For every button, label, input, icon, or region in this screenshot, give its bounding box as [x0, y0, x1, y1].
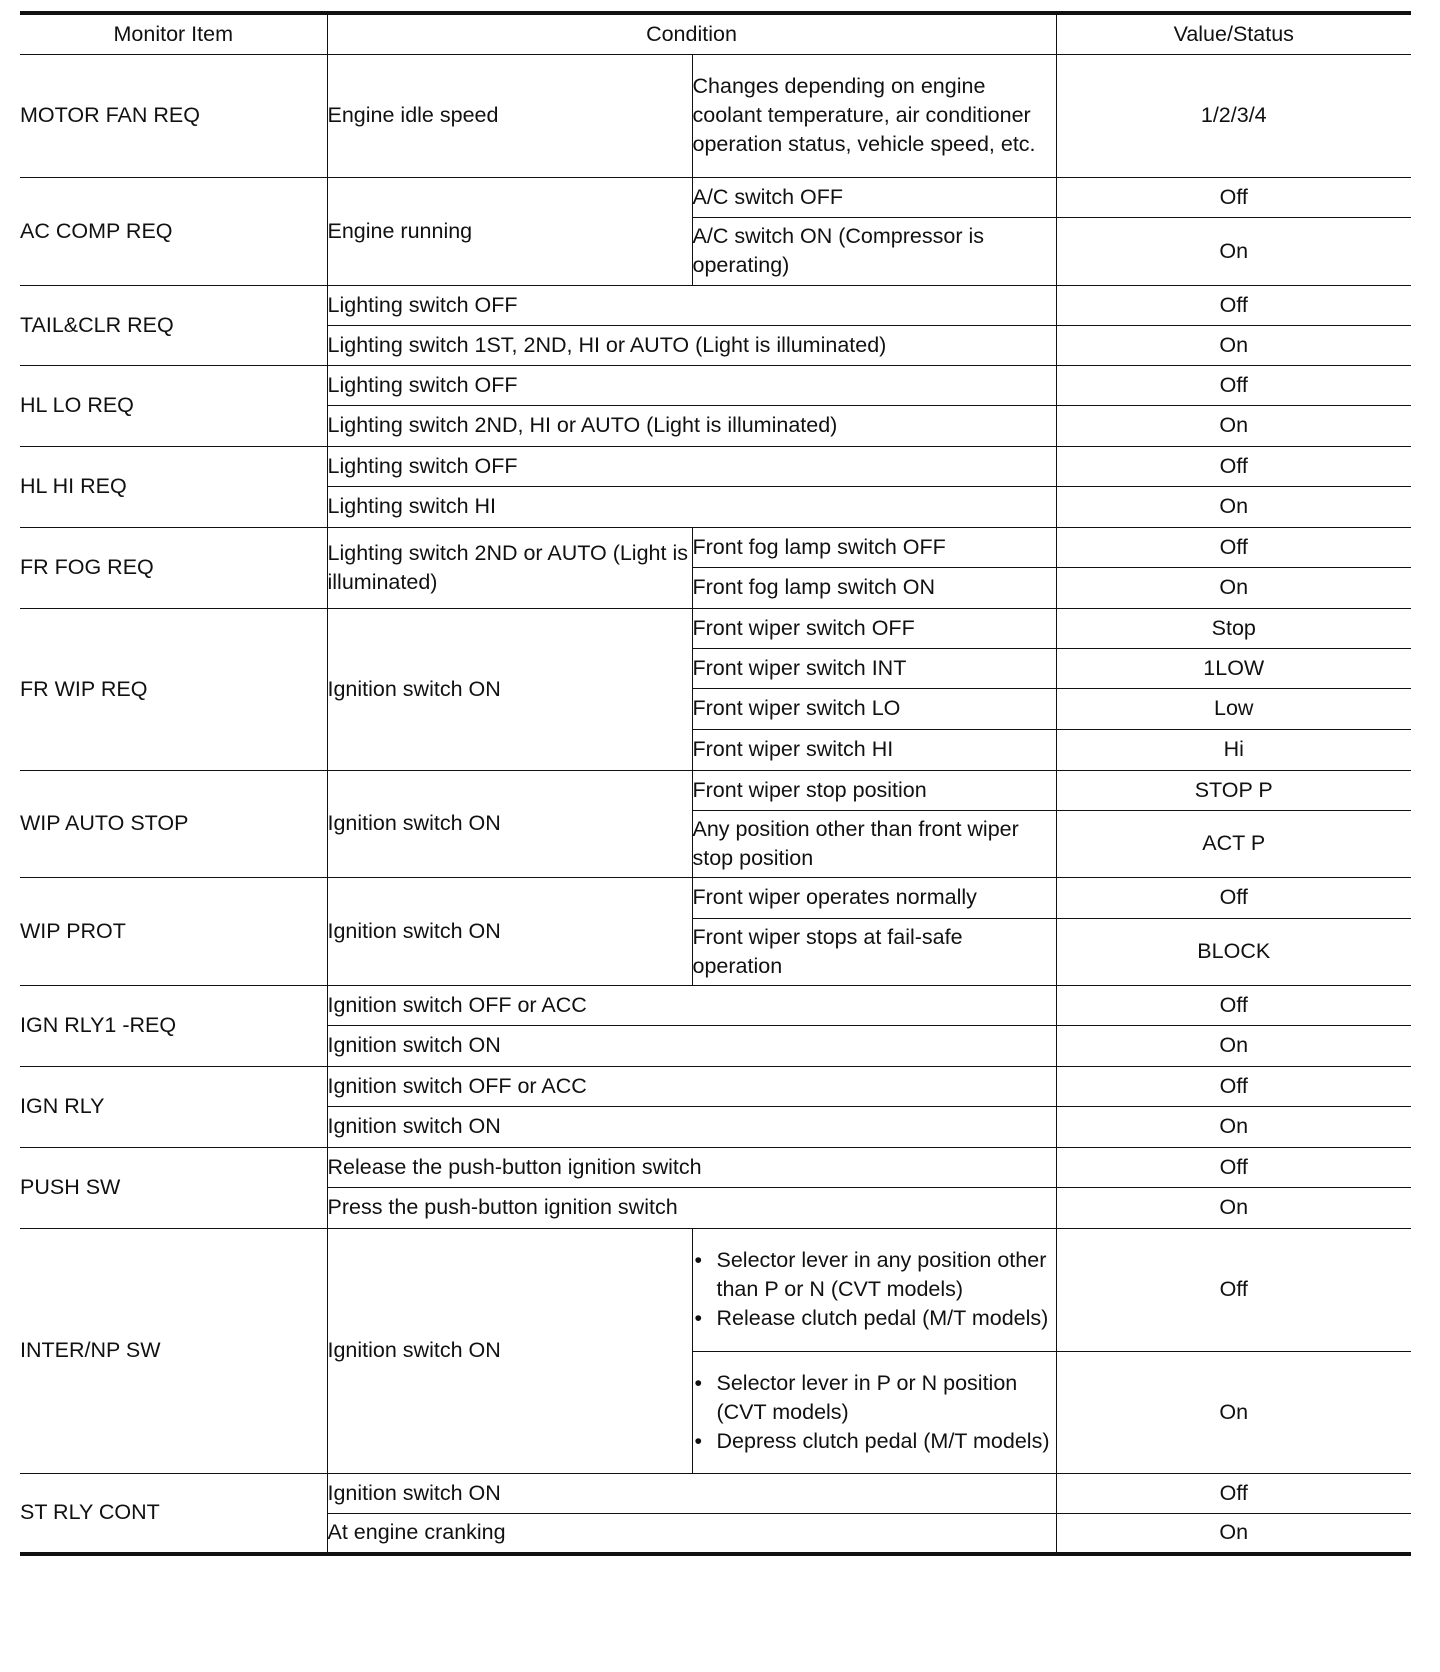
sub-condition-cell: A/C switch OFF — [692, 177, 1056, 217]
value-cell: Off — [1056, 1066, 1411, 1106]
value-cell: On — [1056, 325, 1411, 365]
sub-condition-cell — [692, 1228, 1056, 1351]
monitor-item-cell: TAIL&CLR REQ — [20, 285, 327, 365]
monitor-item-table — [20, 11, 1411, 1556]
value-cell: BLOCK — [1056, 918, 1411, 985]
sub-condition-cell: Front wiper switch INT — [692, 648, 1056, 688]
value-cell: Off — [1056, 177, 1411, 217]
table-row — [20, 1147, 1411, 1187]
value-cell: On — [1056, 217, 1411, 285]
value-cell: Off — [1056, 285, 1411, 325]
table-row — [20, 985, 1411, 1025]
condition-cell: Engine running — [327, 177, 692, 285]
sub-condition-cell: Changes depending on engine coolant temperature, air conditioner operation status, vehicle speed, etc. — [692, 54, 1056, 177]
table-row — [20, 877, 1411, 918]
table-row — [20, 1066, 1411, 1106]
value-cell: Stop — [1056, 608, 1411, 648]
table-row — [20, 285, 1411, 325]
sub-condition-cell: Front fog lamp switch ON — [692, 567, 1056, 608]
condition-cell: Lighting switch OFF — [327, 446, 1056, 486]
value-cell: On — [1056, 1187, 1411, 1228]
condition-cell: Lighting switch OFF — [327, 365, 1056, 405]
monitor-item-cell: IGN RLY1 -REQ — [20, 985, 327, 1066]
condition-cell: Lighting switch OFF — [327, 285, 1056, 325]
monitor-item-cell: IGN RLY — [20, 1066, 327, 1147]
table-row — [20, 54, 1411, 177]
header-monitor-item: Monitor Item — [20, 13, 327, 54]
condition-cell: Ignition switch ON — [327, 1106, 1056, 1147]
condition-cell: Lighting switch 1ST, 2ND, HI or AUTO (Light is illuminated) — [327, 325, 1056, 365]
bullet-item: • Selector lever in P or N position (CVT models) — [693, 1369, 1056, 1427]
sub-condition-cell: Front fog lamp switch OFF — [692, 527, 1056, 567]
value-cell: Off — [1056, 365, 1411, 405]
table-row — [20, 608, 1411, 648]
sub-condition-cell: Front wiper stop position — [692, 770, 1056, 810]
condition-cell: Ignition switch OFF or ACC — [327, 985, 1056, 1025]
monitor-item-cell: HL HI REQ — [20, 446, 327, 527]
sub-condition-cell: Front wiper switch HI — [692, 729, 1056, 770]
value-cell: Off — [1056, 877, 1411, 918]
table-row — [20, 177, 1411, 217]
table-row — [20, 770, 1411, 810]
table-row — [20, 446, 1411, 486]
value-cell: ACT P — [1056, 810, 1411, 877]
value-cell: Off — [1056, 1147, 1411, 1187]
sub-condition-cell: Front wiper switch LO — [692, 688, 1056, 729]
value-cell: Off — [1056, 1228, 1411, 1351]
condition-cell: Ignition switch ON — [327, 608, 692, 770]
value-cell: Off — [1056, 446, 1411, 486]
value-cell: On — [1056, 405, 1411, 446]
monitor-item-cell: FR WIP REQ — [20, 608, 327, 770]
value-cell: Low — [1056, 688, 1411, 729]
condition-cell: Ignition switch ON — [327, 1025, 1056, 1066]
table-row — [20, 1473, 1411, 1513]
table-row — [20, 365, 1411, 405]
value-cell: 1/2/3/4 — [1056, 54, 1411, 177]
table-row — [20, 527, 1411, 567]
value-cell: Off — [1056, 1473, 1411, 1513]
value-cell: On — [1056, 567, 1411, 608]
monitor-item-cell: FR FOG REQ — [20, 527, 327, 608]
value-cell: On — [1056, 1106, 1411, 1147]
sub-condition-cell: Any position other than front wiper stop position — [692, 810, 1056, 877]
sub-condition-cell: Front wiper operates normally — [692, 877, 1056, 918]
monitor-table-page — [20, 11, 1411, 1556]
condition-cell: Release the push-button ignition switch — [327, 1147, 1056, 1187]
bullet-item: • Selector lever in any position other than P or N (CVT models) — [693, 1246, 1056, 1304]
bullet-item: • Release clutch pedal (M/T models) — [693, 1304, 1056, 1333]
sub-condition-cell: Front wiper stops at fail-safe operation — [692, 918, 1056, 985]
bullet-list — [693, 1246, 1056, 1333]
condition-cell: Ignition switch ON — [327, 877, 692, 985]
monitor-item-cell: WIP AUTO STOP — [20, 770, 327, 877]
condition-cell: Ignition switch OFF or ACC — [327, 1066, 1056, 1106]
condition-cell: Ignition switch ON — [327, 1228, 692, 1473]
monitor-item-cell: ST RLY CONT — [20, 1473, 327, 1554]
value-cell: Hi — [1056, 729, 1411, 770]
sub-condition-cell — [692, 1351, 1056, 1473]
sub-condition-cell: Front wiper switch OFF — [692, 608, 1056, 648]
monitor-item-cell: AC COMP REQ — [20, 177, 327, 285]
condition-cell: Ignition switch ON — [327, 770, 692, 877]
condition-cell: Lighting switch HI — [327, 486, 1056, 527]
condition-cell: Ignition switch ON — [327, 1473, 1056, 1513]
bullet-item: • Depress clutch pedal (M/T models) — [693, 1427, 1056, 1456]
value-cell: STOP P — [1056, 770, 1411, 810]
condition-cell: Press the push-button ignition switch — [327, 1187, 1056, 1228]
header-condition: Condition — [327, 13, 1056, 54]
condition-cell: Engine idle speed — [327, 54, 692, 177]
monitor-item-cell: MOTOR FAN REQ — [20, 54, 327, 177]
condition-cell: Lighting switch 2ND or AUTO (Light is illuminated) — [327, 527, 692, 608]
monitor-item-cell: WIP PROT — [20, 877, 327, 985]
monitor-item-cell: HL LO REQ — [20, 365, 327, 446]
value-cell: On — [1056, 1025, 1411, 1066]
value-cell: Off — [1056, 985, 1411, 1025]
table-row — [20, 1228, 1411, 1351]
header-row — [20, 13, 1411, 54]
value-cell: 1LOW — [1056, 648, 1411, 688]
monitor-item-cell: INTER/NP SW — [20, 1228, 327, 1473]
monitor-item-cell: PUSH SW — [20, 1147, 327, 1228]
value-cell: On — [1056, 486, 1411, 527]
value-cell: On — [1056, 1351, 1411, 1473]
sub-condition-cell: A/C switch ON (Compressor is operating) — [692, 217, 1056, 285]
condition-cell: At engine cranking — [327, 1513, 1056, 1554]
condition-cell: Lighting switch 2ND, HI or AUTO (Light is illuminated) — [327, 405, 1056, 446]
value-cell: On — [1056, 1513, 1411, 1554]
header-value-status: Value/Status — [1056, 13, 1411, 54]
bullet-list — [693, 1369, 1056, 1456]
value-cell: Off — [1056, 527, 1411, 567]
